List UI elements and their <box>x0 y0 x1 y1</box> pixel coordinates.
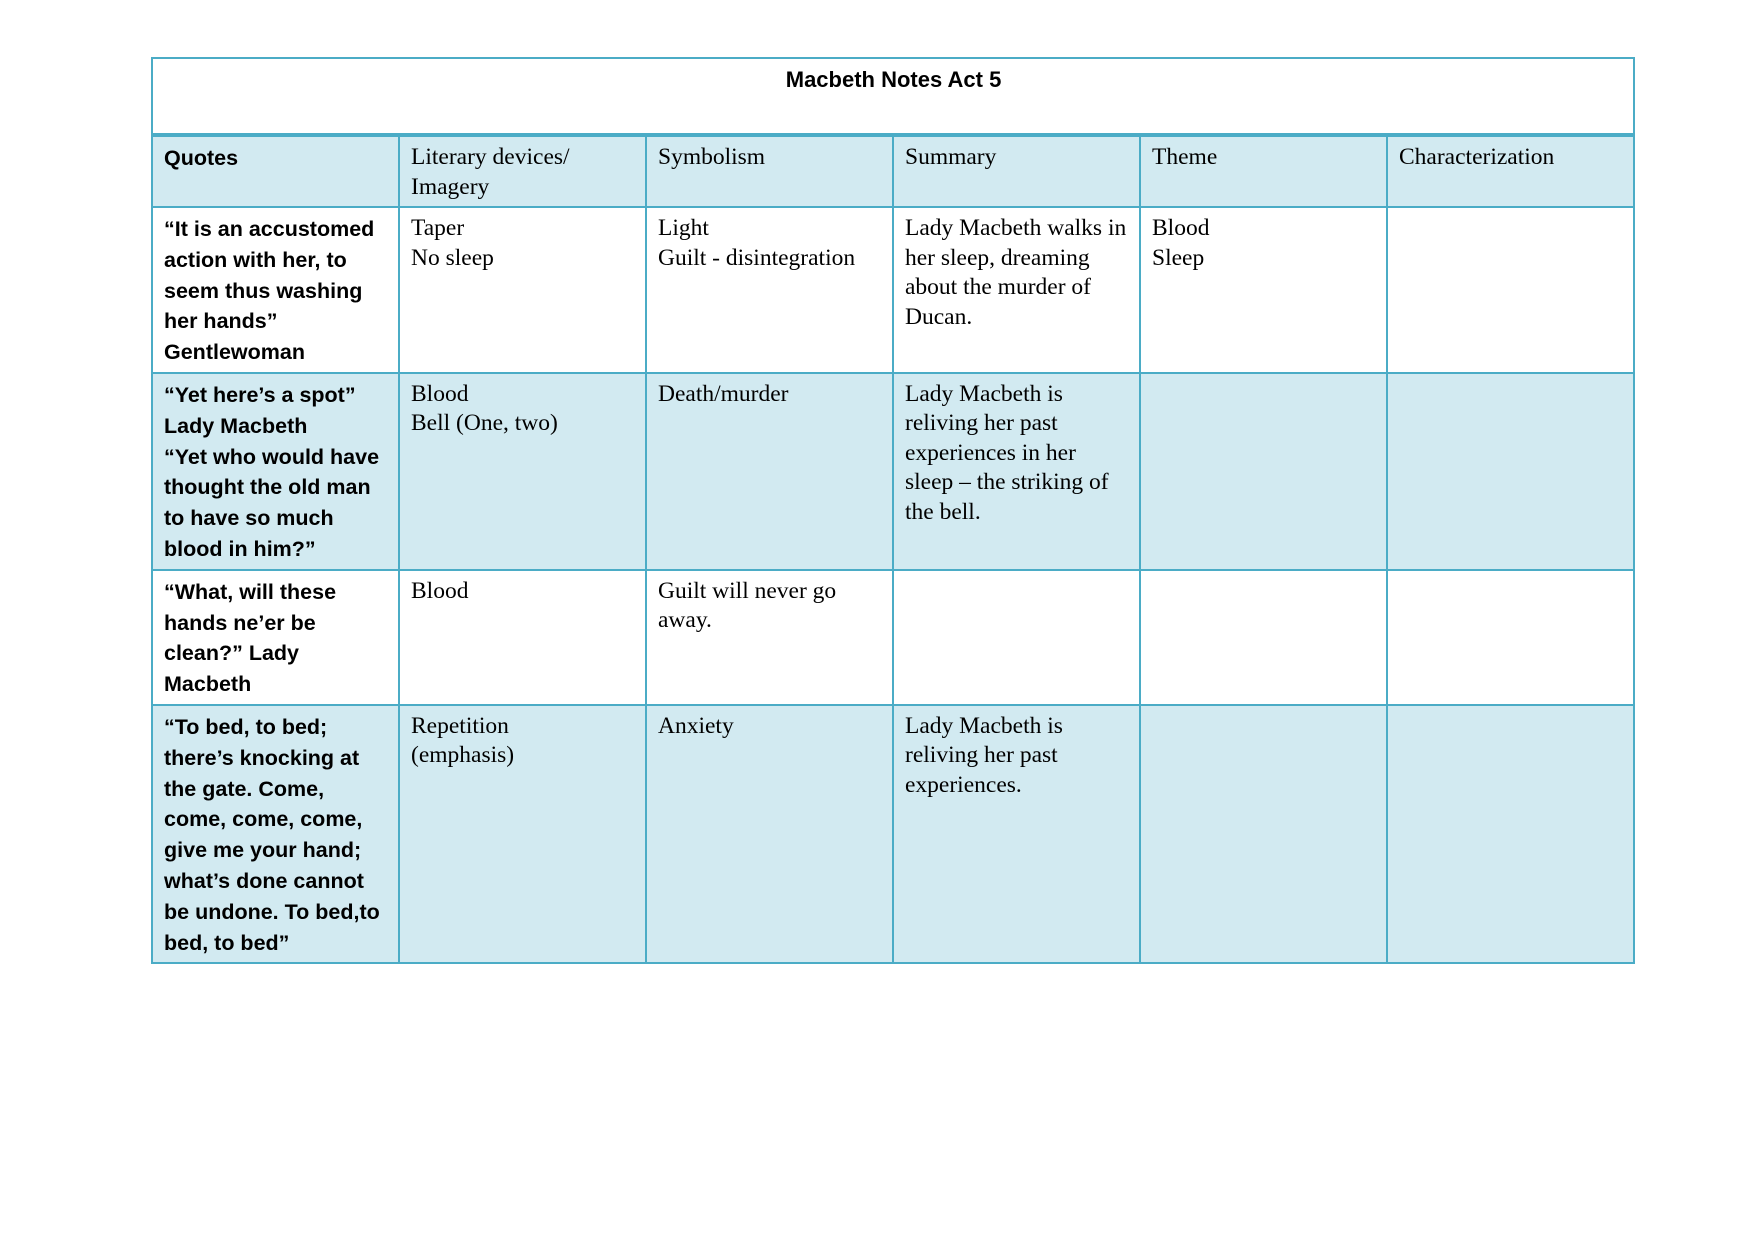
table-row <box>152 570 1634 705</box>
quote-cell: “Yet here’s a spot” Lady Macbeth “Yet who would have thought the old man to have so much blood in him?” <box>152 373 399 570</box>
summary-cell: Lady Macbeth is reliving her past experiences in her sleep – the striking of the bell. <box>893 373 1140 570</box>
macbeth-notes-table <box>151 57 1635 964</box>
column-header-characterization: Characterization <box>1387 135 1634 207</box>
theme-cell <box>1140 570 1387 705</box>
symbolism-cell: Guilt will never go away. <box>646 570 893 705</box>
table-row <box>152 373 1634 570</box>
header-row <box>152 135 1634 207</box>
characterization-cell <box>1387 207 1634 373</box>
table-title: Macbeth Notes Act 5 <box>152 58 1634 135</box>
literary-devices-cell: Taper No sleep <box>399 207 646 373</box>
summary-cell: Lady Macbeth walks in her sleep, dreaming about the murder of Ducan. <box>893 207 1140 373</box>
summary-cell <box>893 570 1140 705</box>
theme-cell <box>1140 705 1387 963</box>
column-header-symbolism: Symbolism <box>646 135 893 207</box>
summary-cell: Lady Macbeth is reliving her past experiences. <box>893 705 1140 963</box>
quote-cell: “What, will these hands ne’er be clean?” Lady Macbeth <box>152 570 399 705</box>
symbolism-cell: Anxiety <box>646 705 893 963</box>
characterization-cell <box>1387 570 1634 705</box>
literary-devices-cell: Blood <box>399 570 646 705</box>
quote-cell: “It is an accustomed action with her, to seem thus washing her hands” Gentlewoman <box>152 207 399 373</box>
column-header-literary-devices: Literary devices/ Imagery <box>399 135 646 207</box>
characterization-cell <box>1387 373 1634 570</box>
theme-cell: Blood Sleep <box>1140 207 1387 373</box>
table-row <box>152 705 1634 963</box>
theme-cell <box>1140 373 1387 570</box>
literary-devices-cell: Blood Bell (One, two) <box>399 373 646 570</box>
symbolism-cell: Light Guilt - disintegration <box>646 207 893 373</box>
column-header-theme: Theme <box>1140 135 1387 207</box>
table-row <box>152 207 1634 373</box>
quote-cell: “To bed, to bed; there’s knocking at the gate. Come, come, come, come, give me your hand; what’s done cannot be undone. To bed,to bed, to bed” <box>152 705 399 963</box>
symbolism-cell: Death/murder <box>646 373 893 570</box>
column-header-quotes: Quotes <box>152 135 399 207</box>
column-header-summary: Summary <box>893 135 1140 207</box>
characterization-cell <box>1387 705 1634 963</box>
literary-devices-cell: Repetition (emphasis) <box>399 705 646 963</box>
